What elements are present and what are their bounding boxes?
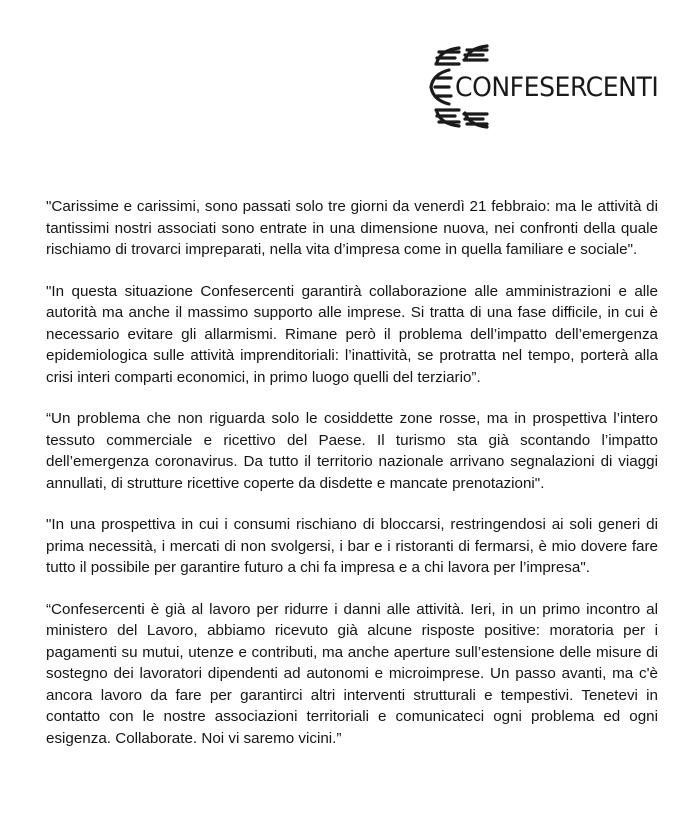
paragraph: "Carissime e carissimi, sono passati solo tre giorni da venerdì 21 febbraio: ma le attività di tantissimi nostri associati sono entrate in una dimensione nuova, nei confronti della quale rischiamo di trovarci impreparati, nella vita d’impresa come in quella familiare e sociale". (46, 198, 658, 258)
confesercenti-logo (425, 40, 675, 135)
paragraph: "In questa situazione Confesercenti garantirà collaborazione alle amministrazioni e alle autorità ma anche il massimo supporto alle imprese. Si tratta di una fase difficile, in cui è necessario evitare gli allarmismi. Rimane però il problema dell’impatto dell’emergenza epidemiologica sulle attività imprenditoriali: l’inattività, se protratta nel tempo, porterà alla crisi interi comparti economici, in primo luogo quelli del terziario”. (46, 282, 658, 386)
letter-body (46, 196, 658, 769)
paragraph: "In una prospettiva in cui i consumi rischiano di bloccarsi, restringendosi ai soli generi di prima necessità, i mercati di non svolgersi, i bar e i ristoranti di fermarsi, è mio dovere fare tutto il possibile per garantire futuro a chi fa impresa e a chi lavora per l’impresa". (46, 516, 658, 576)
paragraph: “Confesercenti è già al lavoro per ridurre i danni alle attività. Ieri, in un primo incontro al ministero del Lavoro, abbiamo ricevuto già alcune risposte positive: moratoria per i pagamenti su mutui, utenze e contributi, ma anche aperture sull’estensione delle misure di sostegno dei lavoratori dipendenti ad autonomi e microimprese. Un passo avanti, ma c'è ancora lavoro da fare per garantirci altri interventi strutturali e tempestivi. Tenetevi in contatto con le nostre associazioni territoriali e comunicateci ogni problema ed ogni esigenza. Collaborate. Noi vi saremo vicini.” (46, 600, 658, 747)
paragraph: “Un problema che non riguarda solo le cosiddette zone rosse, ma in prospettiva l’intero tessuto commerciale e ricettivo del Paese. Il turismo sta già scontando l’impatto dell’emergenza coronavirus. Da tutto il territorio nazionale arrivano segnalazioni di viaggi annullati, di strutture ricettive coperte da disdette e mancate prenotazioni". (46, 410, 658, 492)
logo-wordmark: CONFESERCENTI (455, 72, 659, 103)
